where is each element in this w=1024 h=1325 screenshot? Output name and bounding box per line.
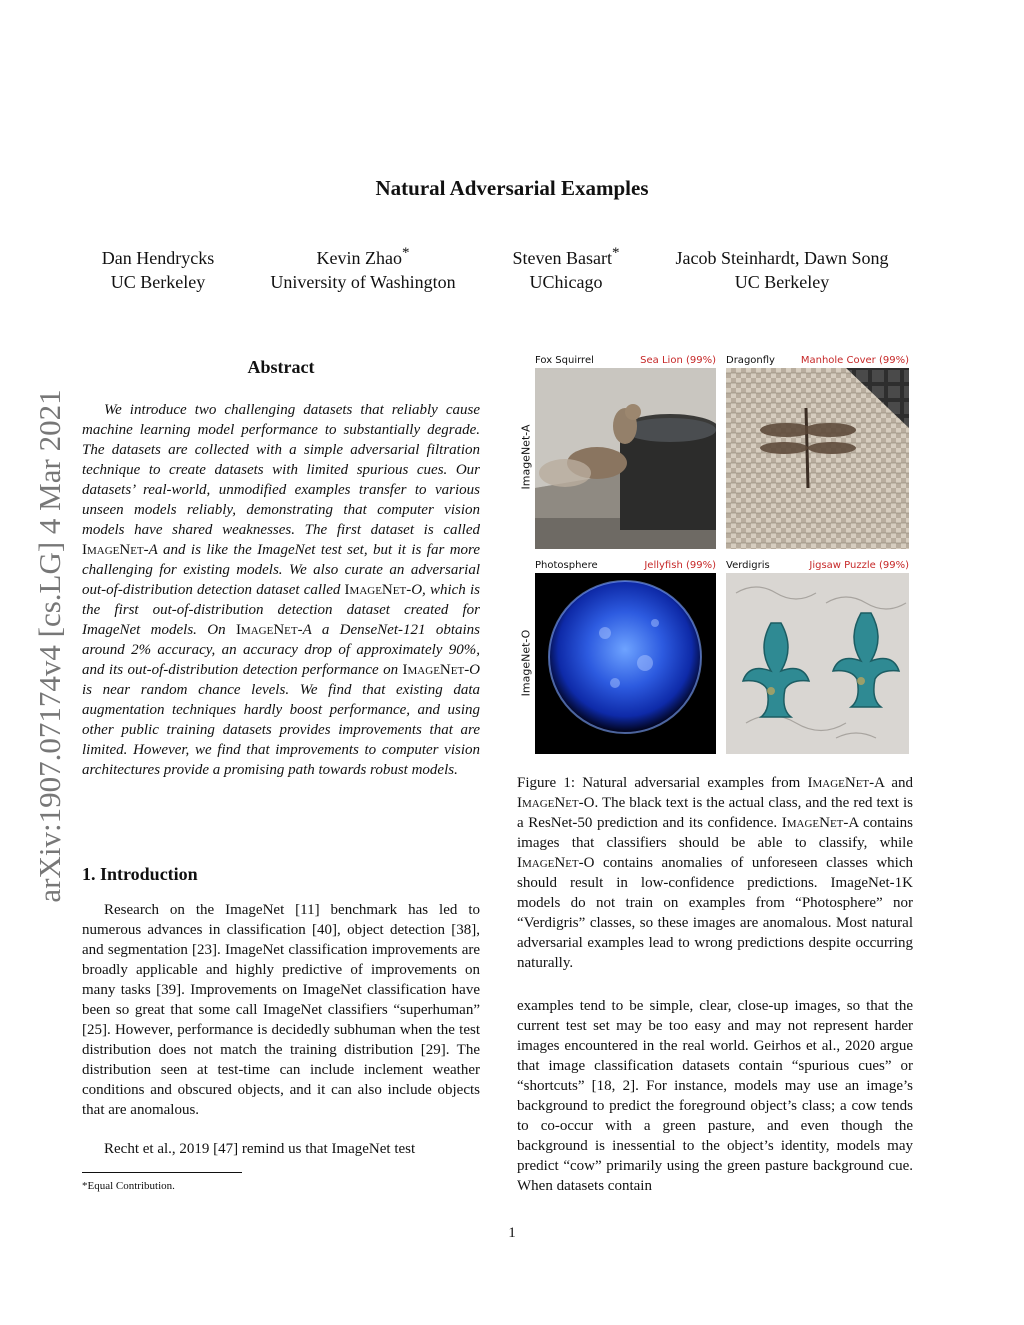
author-name: Jacob Steinhardt, Dawn Song [675,248,889,268]
author-affiliation: University of Washington [270,272,456,292]
panel-actual-label: Dragonfly [726,355,775,366]
abstract-heading: Abstract [247,357,315,377]
panel-predicted-label: Jigsaw Puzzle (99%) [809,560,909,571]
author-name: Kevin Zhao* [316,245,410,268]
author-name: Steven Basart* [512,245,620,268]
author-affiliation: UC Berkeley [734,272,830,292]
panel-actual-label: Verdigris [726,560,770,571]
paper-title: Natural Adversarial Examples [375,176,649,200]
author-block [486,241,646,294]
dragonfly-image [726,368,909,549]
panel-predicted-label: Manhole Cover (99%) [800,355,909,366]
row-label: ImageNet-A [519,424,533,490]
intro-paragraph: Research on the ImageNet [11] benchmark has led to numerous advances in classification [40], object detection [38], and segmentation [23]. ImageNet classification improvements are broadly applicable and highly predictive of improvements on many tasks [39]. Improvements on ImageNet classification have been so great that some call ImageNet classifiers “superhuman” [25]. However, performance is decidedly subhuman when the test distribution does not match the training distribution [29]. The distribution seen at test-time can include inclement weather conditions and obscured objects, and it can also include objects that are anomalous. [82,902,480,1118]
verdigris-image [726,573,909,754]
intro-paragraph: Recht et al., 2019 [47] remind us that ImageNet test [104,1141,416,1157]
panel-predicted-label: Sea Lion (99%) [640,355,716,366]
body-paragraph: examples tend to be simple, clear, close-up images, so that the current test set may be too easy and may not represent harder images encountered in the real world. Geirhos et al., 2020 argue that image classification datasets contain “spurious cues” or “shortcuts” [18, 2]. For instance, models may use an image’s background to predict the foreground object’s class; a cow tends to co-occur with a green pasture, and even though the background is inessential to the object’s identity, models may predict “cow” primarily using the green pasture background cue. When datasets contain [517,998,913,1194]
photosphere-image [535,573,716,754]
footnote-rule [82,1172,242,1173]
page-number: 1 [508,1225,516,1241]
panel-actual-label: Photosphere [535,560,598,571]
section-heading-introduction: 1. Introduction [82,864,198,884]
fox-squirrel-image [535,368,716,549]
row-label: ImageNet-O [519,629,533,697]
footnote: *Equal Contribution. [82,1180,175,1192]
panel-predicted-label: Jellyfish (99%) [644,560,716,571]
figure-caption: Figure 1: Natural adversarial examples from ImageNet-A and ImageNet-O. The black text is the actual class, and the red text is a ResNet-50 prediction and its confidence. ImageNet-A contains images that classifiers should be able to classify, while ImageNet-O contains anomalies of unforeseen classes which should result in low-confidence predictions. ImageNet-1K models do not train on examples from “Photosphere” nor “Verdigris” classes, so these images are anomalous. Most natural adversarial examples lead to wrong predictions despite occurring naturally. [517,775,913,971]
author-name: Dan Hendrycks [101,248,215,268]
author-block [652,241,912,294]
author-affiliation: UChicago [529,272,603,292]
author-affiliation: UC Berkeley [110,272,206,292]
panel-actual-label: Fox Squirrel [535,355,594,366]
abstract-text: We introduce two challenging datasets that reliably cause machine learning model performance to substantially degrade. The datasets are collected with a simple adversarial filtration technique to create datasets with limited spurious cues. Our datasets’ real-world, unmodified examples transfer to various unseen models reliably, demonstrating that computer vision models have shared weaknesses. The first dataset is called ImageNet-A and is like the ImageNet test set, but it is far more challenging for existing models. We also curate an adversarial out-of-distribution detection dataset called ImageNet-O, which is the first out-of-distribution detection dataset created for ImageNet models. On ImageNet-A a DenseNet-121 obtains around 2% accuracy, an accuracy drop of approximately 90%, and its out-of-distribution detection performance on ImageNet-O is near random chance levels. We find that existing data augmentation techniques hardly boost performance, and using other public training datasets provides improvements that are limited. However, we find that improvements to computer vision architectures provide a promising path towards robust models. [82,402,481,778]
author-block [250,241,476,294]
author-block [78,241,238,294]
arxiv-id: arXiv:1907.07174v4 [cs.LG] 4 Mar 2021 [32,389,67,903]
arxiv-sidebar [20,356,80,936]
